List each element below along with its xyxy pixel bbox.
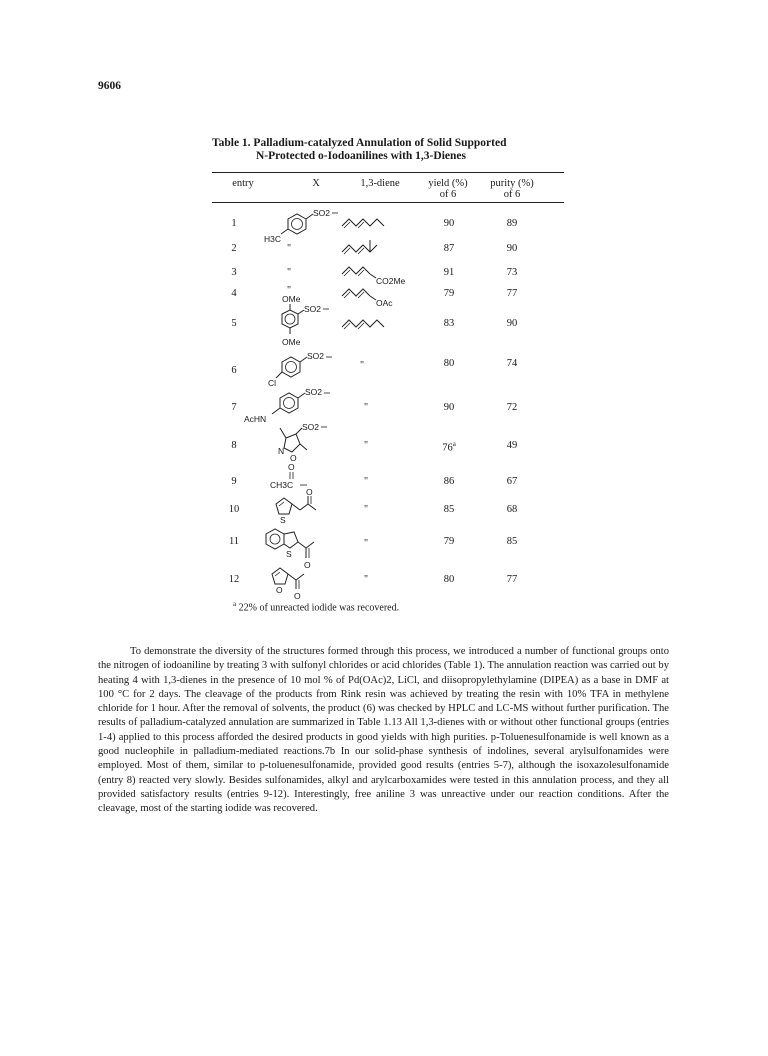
- o-label: O: [304, 560, 311, 570]
- yield-9: 86: [443, 476, 455, 487]
- header-yield-line2: of 6: [439, 189, 457, 200]
- entry-5: 5: [231, 318, 237, 329]
- entry-12: 12: [228, 574, 240, 585]
- entry-4: 4: [231, 288, 237, 299]
- o-carbonyl-label: O: [294, 591, 301, 601]
- entry-3: 3: [231, 267, 237, 278]
- purity-8: 49: [506, 440, 518, 451]
- ditto-diene-8: ": [364, 440, 369, 451]
- header-diene: 1,3-diene: [360, 178, 400, 189]
- oac-label: OAc: [376, 298, 393, 308]
- yield-6: 80: [443, 358, 455, 369]
- header-purity: [482, 178, 542, 200]
- entry-10: 10: [228, 504, 240, 515]
- ditto-diene-11: ": [364, 538, 369, 549]
- entry-7: 7: [231, 402, 237, 413]
- achn-label: AcHN: [244, 414, 267, 424]
- purity-7: 72: [506, 402, 518, 413]
- table-title-line2: N-Protected o-Iodoanilines with 1,3-Dienes: [256, 150, 466, 162]
- ditto-x-4: ": [287, 285, 292, 296]
- entry-6: 6: [231, 365, 237, 376]
- ome-bottom-label: OMe: [282, 337, 301, 347]
- header-purity-line1: purity (%): [490, 178, 534, 189]
- yield-11: 79: [443, 536, 455, 547]
- n-label: N: [278, 446, 285, 456]
- header-purity-line2: of 6: [503, 189, 521, 200]
- ditto-diene-7: ": [364, 402, 369, 413]
- entry-11: 11: [228, 536, 240, 547]
- footnote-text: 22% of unreacted iodide was recovered.: [238, 602, 400, 614]
- s-label: S: [280, 515, 286, 525]
- entry-8: 8: [231, 440, 237, 451]
- header-yield: [418, 178, 478, 200]
- yield-2: 87: [443, 243, 455, 254]
- table-header-rule: [212, 202, 564, 203]
- o-label: O: [290, 453, 297, 463]
- diene-structure-5: [340, 315, 400, 331]
- diene-structure-2: [340, 236, 400, 256]
- purity-3: 73: [506, 267, 518, 278]
- yield-7: 90: [443, 402, 455, 413]
- body-text: [98, 645, 669, 817]
- ditto-diene-6: ": [360, 360, 365, 371]
- yield-1: 90: [443, 218, 455, 229]
- header-x: X: [312, 178, 320, 189]
- x-structure-furoyl: [262, 560, 332, 600]
- entry-9: 9: [231, 476, 237, 487]
- yield-5: 83: [443, 318, 455, 329]
- purity-2: 90: [506, 243, 518, 254]
- yield-8: [434, 440, 464, 454]
- purity-1: 89: [506, 218, 518, 229]
- diene-structure-1: [340, 214, 400, 230]
- x-structure-acetyl: [270, 460, 330, 494]
- yield-10: 85: [443, 504, 455, 515]
- so2-label: SO2: [304, 304, 322, 314]
- ch3c-label: CH3C: [270, 480, 294, 490]
- entry-2: 2: [231, 243, 237, 254]
- footnote-mark: a: [233, 600, 237, 608]
- x-structure-dimethoxyphenylsulfonyl: [262, 290, 342, 350]
- s-label: S: [286, 549, 292, 559]
- so2-label: SO2: [307, 351, 325, 361]
- purity-9: 67: [506, 476, 518, 487]
- diene-structure-4: [340, 284, 420, 308]
- ditto-x-2: ": [287, 243, 292, 254]
- ditto-diene-12: ": [364, 574, 369, 585]
- so2-label: SO2: [302, 422, 320, 432]
- so2-label: SO2: [313, 208, 331, 218]
- so2-label: SO2: [305, 387, 323, 397]
- yield-8-value: 76: [442, 442, 453, 454]
- cl-label: Cl: [268, 378, 277, 388]
- x-structure-tosyl: [262, 205, 342, 245]
- ome-top-label: OMe: [282, 294, 301, 304]
- entry-1: 1: [231, 218, 237, 229]
- table-footnote: [233, 600, 399, 613]
- purity-10: 68: [506, 504, 518, 515]
- purity-6: 74: [506, 358, 518, 369]
- yield-4: 79: [443, 288, 455, 299]
- diene-structure-3: [340, 262, 430, 286]
- o-label: O: [288, 462, 295, 472]
- header-yield-line1: yield (%): [428, 178, 468, 189]
- purity-4: 77: [506, 288, 518, 299]
- table-top-rule: [212, 172, 564, 173]
- co2me-label: CO2Me: [376, 276, 406, 286]
- o-ring-label: O: [276, 585, 283, 595]
- yield-12: 80: [443, 574, 455, 585]
- page-number: 9606: [98, 80, 121, 92]
- yield-8-footnote-mark: a: [452, 440, 456, 448]
- ditto-diene-10: ": [364, 504, 369, 515]
- table-title-line1: Table 1. Palladium-catalyzed Annulation of Solid Supported: [212, 137, 507, 149]
- ditto-x-3: ": [287, 267, 292, 278]
- purity-12: 77: [506, 574, 518, 585]
- table-title: [212, 137, 572, 163]
- body-paragraph: To demonstrate the diversity of the structures formed through this process, we introduced a number of functional groups onto the nitrogen of iodoaniline by treating 3 with sulfonyl chlorides or acid chlorides (Table 1). The annulation reaction was carried out by heating 4 with 1,3-dienes in the presence of 10 mol % of Pd(OAc)2, LiCl, and diisopropylethylamine (DIPEA) as a base in DMF at 100 °C for 2 days. The cleavage of the products from Rink resin was achieved by treating the resin with 10% TFA in methylene chloride for 1 hour. After the removal of solvents, the product (6) was checked by HPLC and LC-MS without further purification. The results of palladium-catalyzed annulation are summarized in Table 1.13 All 1,3-dienes with or without other functional groups (entries 1-4) applied to this process afforded the desired products in good yields with high purities. p-Toluenesulfonamide is well known as a good nucleophile in palladium-mediated reactions.7b In our solid-phase synthesis of indolines, several arylsulfonamides were employed. Most of them, similar to p-toluenesulfonamide, provided good results (entries 5-7), although the isoxazolesulfonamide (entry 8) reacted very slowly. Besides sulfonamides, alkyl and arylcarboxamides were tested in this annulation process, and they all provided satisfactory results (entries 9-12). Interestingly, free aniline 3 was unreactive under our reaction conditions. After the cleavage, most of the starting iodide was recovered.: [98, 646, 669, 815]
- ditto-diene-9: ": [364, 476, 369, 487]
- purity-5: 90: [506, 318, 518, 329]
- yield-3: 91: [443, 267, 455, 278]
- purity-11: 85: [506, 536, 518, 547]
- h3c-label: H3C: [264, 234, 282, 244]
- x-structure-thienylacetyl: [262, 487, 332, 526]
- o-label: O: [306, 487, 313, 497]
- x-structure-chlorophenylsulfonyl: [258, 350, 338, 390]
- header-entry: entry: [232, 178, 254, 189]
